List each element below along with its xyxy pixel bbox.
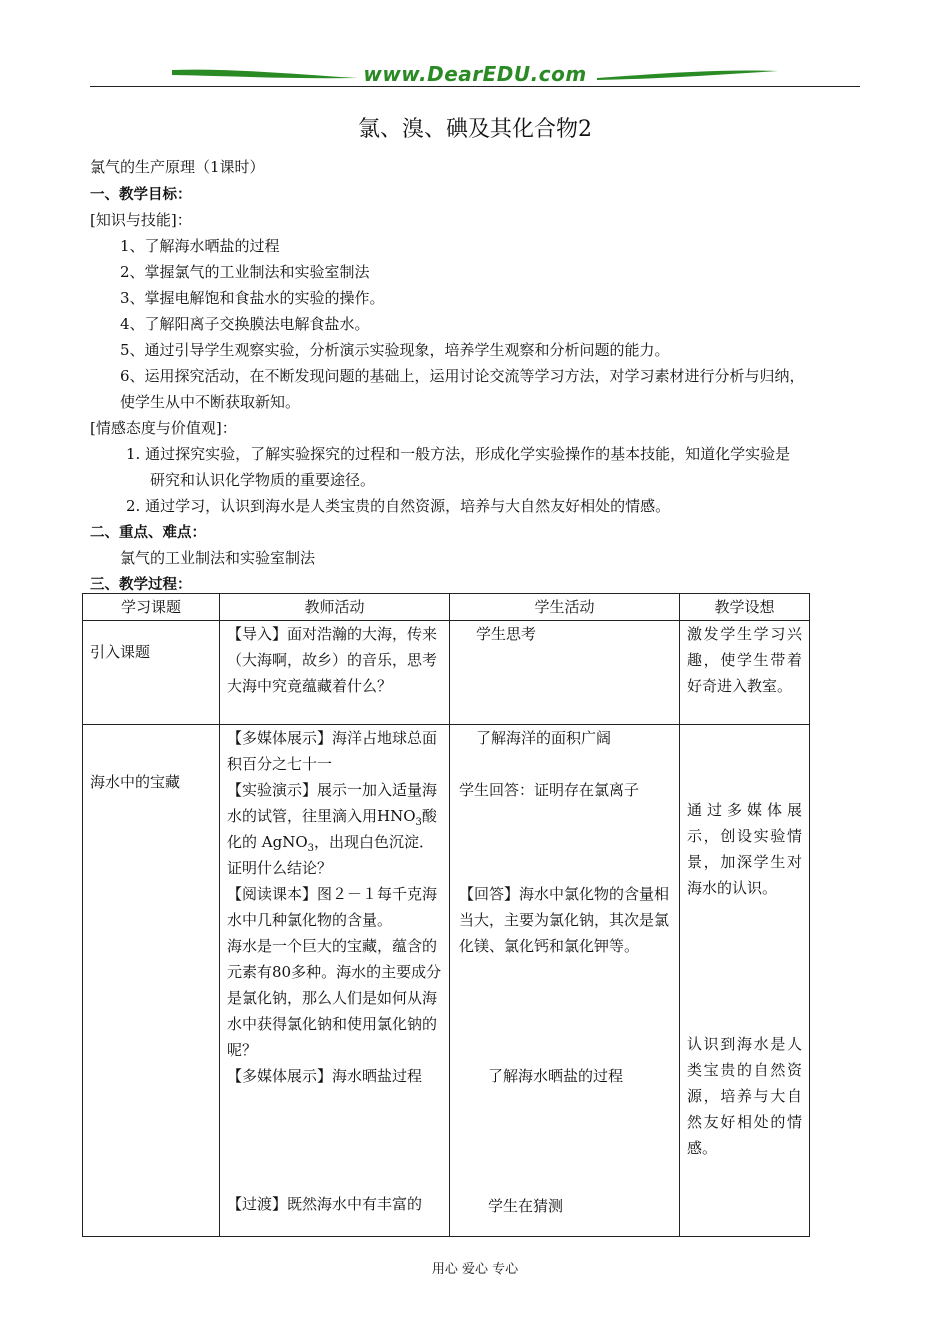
topic-text: 引入课题 xyxy=(90,643,151,661)
section1-heading: 一、教学目标： xyxy=(90,187,192,203)
teacher-text: 海水是一个巨大的宝藏，蕴含的元素有80多种。海水的主要成分是氯化钠，那么人们是如何从海水中获得氯化钠和使用氯化钠的呢？ xyxy=(227,937,442,1059)
page-title: 氯、溴、碘及其化合物2 xyxy=(358,117,592,142)
design-cell xyxy=(680,725,810,1237)
student-text: 学生回答：证明存在氯离子 xyxy=(459,781,640,799)
knowledge-item: 5、通过引导学生观察实验，分析演示实验现象，培养学生观察和分析问题的能力。 xyxy=(120,341,670,359)
column-header: 学习课题 xyxy=(83,594,220,621)
header-rule xyxy=(90,86,860,87)
design-text: 通过多媒体展示，创设实验情景，加深学生对海水的认识。 xyxy=(687,801,802,897)
left-swoosh-icon xyxy=(170,66,360,82)
emotion-item: 1. 通过探究实验，了解实验探究的过程和一般方法，形成化学实验操作的基本技能，知道化学实验是 xyxy=(126,445,791,463)
teacher-cell xyxy=(220,725,450,1237)
teacher-text-part: ，出现白色沉淀．证明什么结论？ xyxy=(227,833,435,877)
teacher-text-part: 酸化的 AgNO xyxy=(227,807,437,851)
emotion-item: 研究和认识化学物质的重要途径。 xyxy=(150,471,376,489)
teacher-text: 【多媒体展示】海洋占地球总面积百分之七十一 xyxy=(227,729,438,773)
column-header: 学生活动 xyxy=(450,594,680,621)
knowledge-item: 3、掌握电解饱和食盐水的实验的操作。 xyxy=(120,289,385,307)
knowledge-item: 4、了解阳离子交换膜法电解食盐水。 xyxy=(120,315,370,333)
topic-cell xyxy=(83,725,220,1237)
teacher-text-part: 【实验演示】展示一加入适量海水的试管，往里滴入用 xyxy=(227,781,438,825)
teacher-text: 【导入】面对浩瀚的大海，传来（大海啊，故乡）的音乐，思考大海中究竟蕴藏着什么？ xyxy=(227,625,438,695)
teacher-text-part: HNO xyxy=(377,807,416,825)
emotion-item: 2. 通过学习，认识到海水是人类宝贵的自然资源，培养与大自然友好相处的情感。 xyxy=(126,497,671,515)
logo-text: www.DearEDU.com xyxy=(363,62,587,86)
topic-text: 海水中的宝藏 xyxy=(90,773,181,791)
teacher-text: 【阅读课本】图２－１每千克海水中几种氯化物的含量。 xyxy=(227,885,438,929)
teacher-text: 【多媒体展示】海水晒盐过程 xyxy=(227,1067,423,1085)
teacher-cell xyxy=(220,621,450,725)
teacher-text-subscript: 3 xyxy=(307,843,315,854)
student-cell xyxy=(450,621,680,725)
student-text: 了解海洋的面积广阔 xyxy=(476,729,612,747)
student-cell xyxy=(450,725,680,1237)
subtitle: 氯气的生产原理（1课时） xyxy=(90,158,265,176)
student-text: 学生在猜测 xyxy=(488,1197,564,1215)
table-header-row xyxy=(83,594,810,621)
section2-heading: 二、重点、难点： xyxy=(90,525,206,541)
teacher-text-subscript: 3 xyxy=(415,817,422,828)
knowledge-item: 1、了解海水晒盐的过程 xyxy=(120,237,280,255)
knowledge-heading: [知识与技能]： xyxy=(90,211,192,229)
section3-heading: 三、教学过程： xyxy=(90,577,192,593)
teaching-process-table xyxy=(82,593,810,1237)
column-header: 教学设想 xyxy=(680,594,810,621)
knowledge-item: 使学生从中不断获取新知。 xyxy=(120,393,301,411)
knowledge-item: 2、掌握氯气的工业制法和实验室制法 xyxy=(120,263,370,281)
key-points: 氯气的工业制法和实验室制法 xyxy=(120,549,316,567)
table-row xyxy=(83,621,810,725)
header-logo xyxy=(90,60,860,90)
emotion-heading: [情感态度与价值观]： xyxy=(90,419,237,437)
teacher-text xyxy=(227,777,442,881)
topic-cell xyxy=(83,621,220,725)
student-text: 了解海水晒盐的过程 xyxy=(488,1067,624,1085)
design-text: 激发学生学习兴趣，使学生带着好奇进入教室。 xyxy=(687,625,802,695)
student-text: 【回答】海水中氯化物的含量相当大，主要为氯化钠，其次是氯化镁、氯化钙和氯化钾等。 xyxy=(459,885,670,955)
column-header: 教师活动 xyxy=(220,594,450,621)
design-cell xyxy=(680,621,810,725)
teacher-text: 【过渡】既然海水中有丰富的 xyxy=(227,1195,423,1213)
right-swoosh-icon xyxy=(595,66,780,82)
student-text: 学生思考 xyxy=(476,625,537,643)
table-row xyxy=(83,725,810,1237)
page-footer: 用心 爱心 专心 xyxy=(431,1262,519,1277)
design-text: 认识到海水是人类宝贵的自然资源，培养与大自然友好相处的情感。 xyxy=(687,1035,802,1157)
knowledge-item: 6、运用探究活动，在不断发现问题的基础上，运用讨论交流等学习方法，对学习素材进行分析与归纳， xyxy=(120,367,805,385)
